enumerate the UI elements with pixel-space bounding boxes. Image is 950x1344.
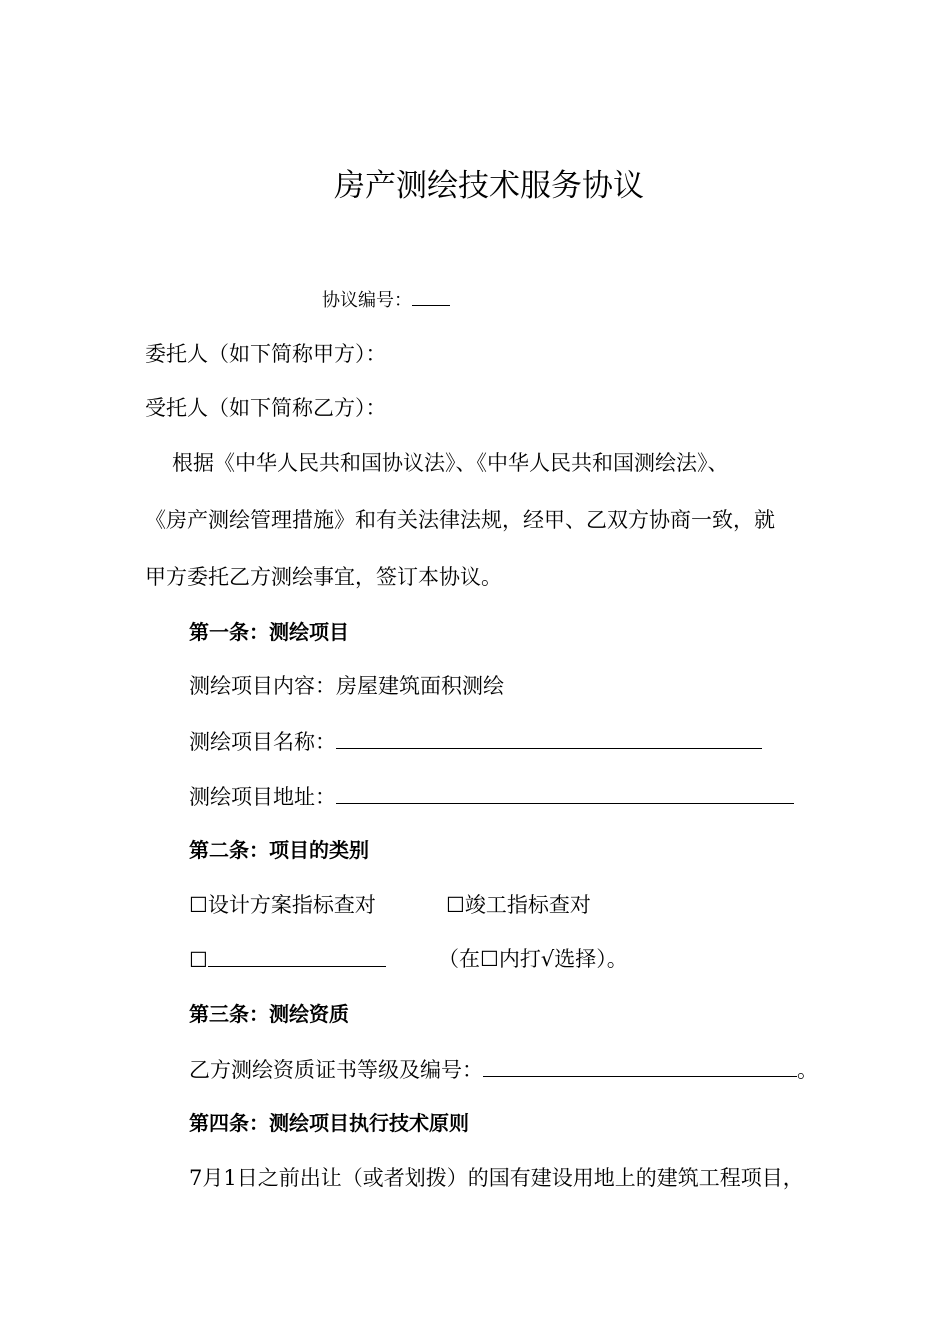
option-1-label: 设计方案指标查对 xyxy=(207,893,376,917)
project-address-label: 测绘项目地址： xyxy=(189,785,336,809)
contractor-label: 受托人（如下简称乙方）： xyxy=(145,396,387,420)
intro-line-2: 《房产测绘管理措施》和有关法律法规，经甲、乙双方协商一致，就 xyxy=(145,508,775,532)
project-content: 测绘项目内容：房屋建筑面积测绘 xyxy=(189,674,504,698)
project-name-line xyxy=(189,726,762,757)
category-option-2 xyxy=(446,890,591,920)
qualification-line xyxy=(189,1054,818,1085)
intro-line-1: 根据《中华人民共和国协议法》、《中华人民共和国测绘法》、 xyxy=(172,451,729,475)
intro-line-3: 甲方委托乙方测绘事宜，签订本协议。 xyxy=(145,565,502,589)
agreement-number-label: 协议编号： xyxy=(322,290,412,311)
project-address-blank[interactable] xyxy=(336,781,794,804)
article-1-heading: 第一条：测绘项目 xyxy=(189,620,349,644)
document-title: 房产测绘技术服务协议 xyxy=(334,168,644,204)
category-option-1 xyxy=(189,890,376,920)
project-name-label: 测绘项目名称： xyxy=(189,730,336,754)
article-4-heading: 第四条：测绘项目执行技术原则 xyxy=(189,1111,469,1135)
checkbox-icon[interactable]: ☐ xyxy=(189,948,208,972)
category-option-other xyxy=(189,944,386,975)
project-address-line xyxy=(189,781,794,812)
qualification-blank[interactable] xyxy=(483,1054,797,1077)
agreement-number-line xyxy=(322,283,450,316)
article-3-heading: 第三条：测绘资质 xyxy=(189,1002,349,1026)
other-category-blank[interactable] xyxy=(208,944,386,967)
client-label: 委托人（如下简称甲方）： xyxy=(145,342,387,366)
checkbox-icon[interactable]: ☐ xyxy=(189,893,208,917)
article-2-heading: 第二条：项目的类别 xyxy=(189,838,369,862)
selection-note: （在☐内打√选择）。 xyxy=(438,947,628,971)
option-2-label: 竣工指标查对 xyxy=(464,893,591,917)
checkbox-icon[interactable]: ☐ xyxy=(446,893,465,917)
qualification-label: 乙方测绘资质证书等级及编号： xyxy=(189,1058,483,1082)
article-4-text: 7月1日之前出让（或者划拨）的国有建设用地上的建筑工程项目， xyxy=(189,1166,804,1190)
project-name-blank[interactable] xyxy=(336,726,762,749)
qualification-period: 。 xyxy=(797,1058,818,1082)
agreement-number-blank[interactable] xyxy=(412,283,450,306)
